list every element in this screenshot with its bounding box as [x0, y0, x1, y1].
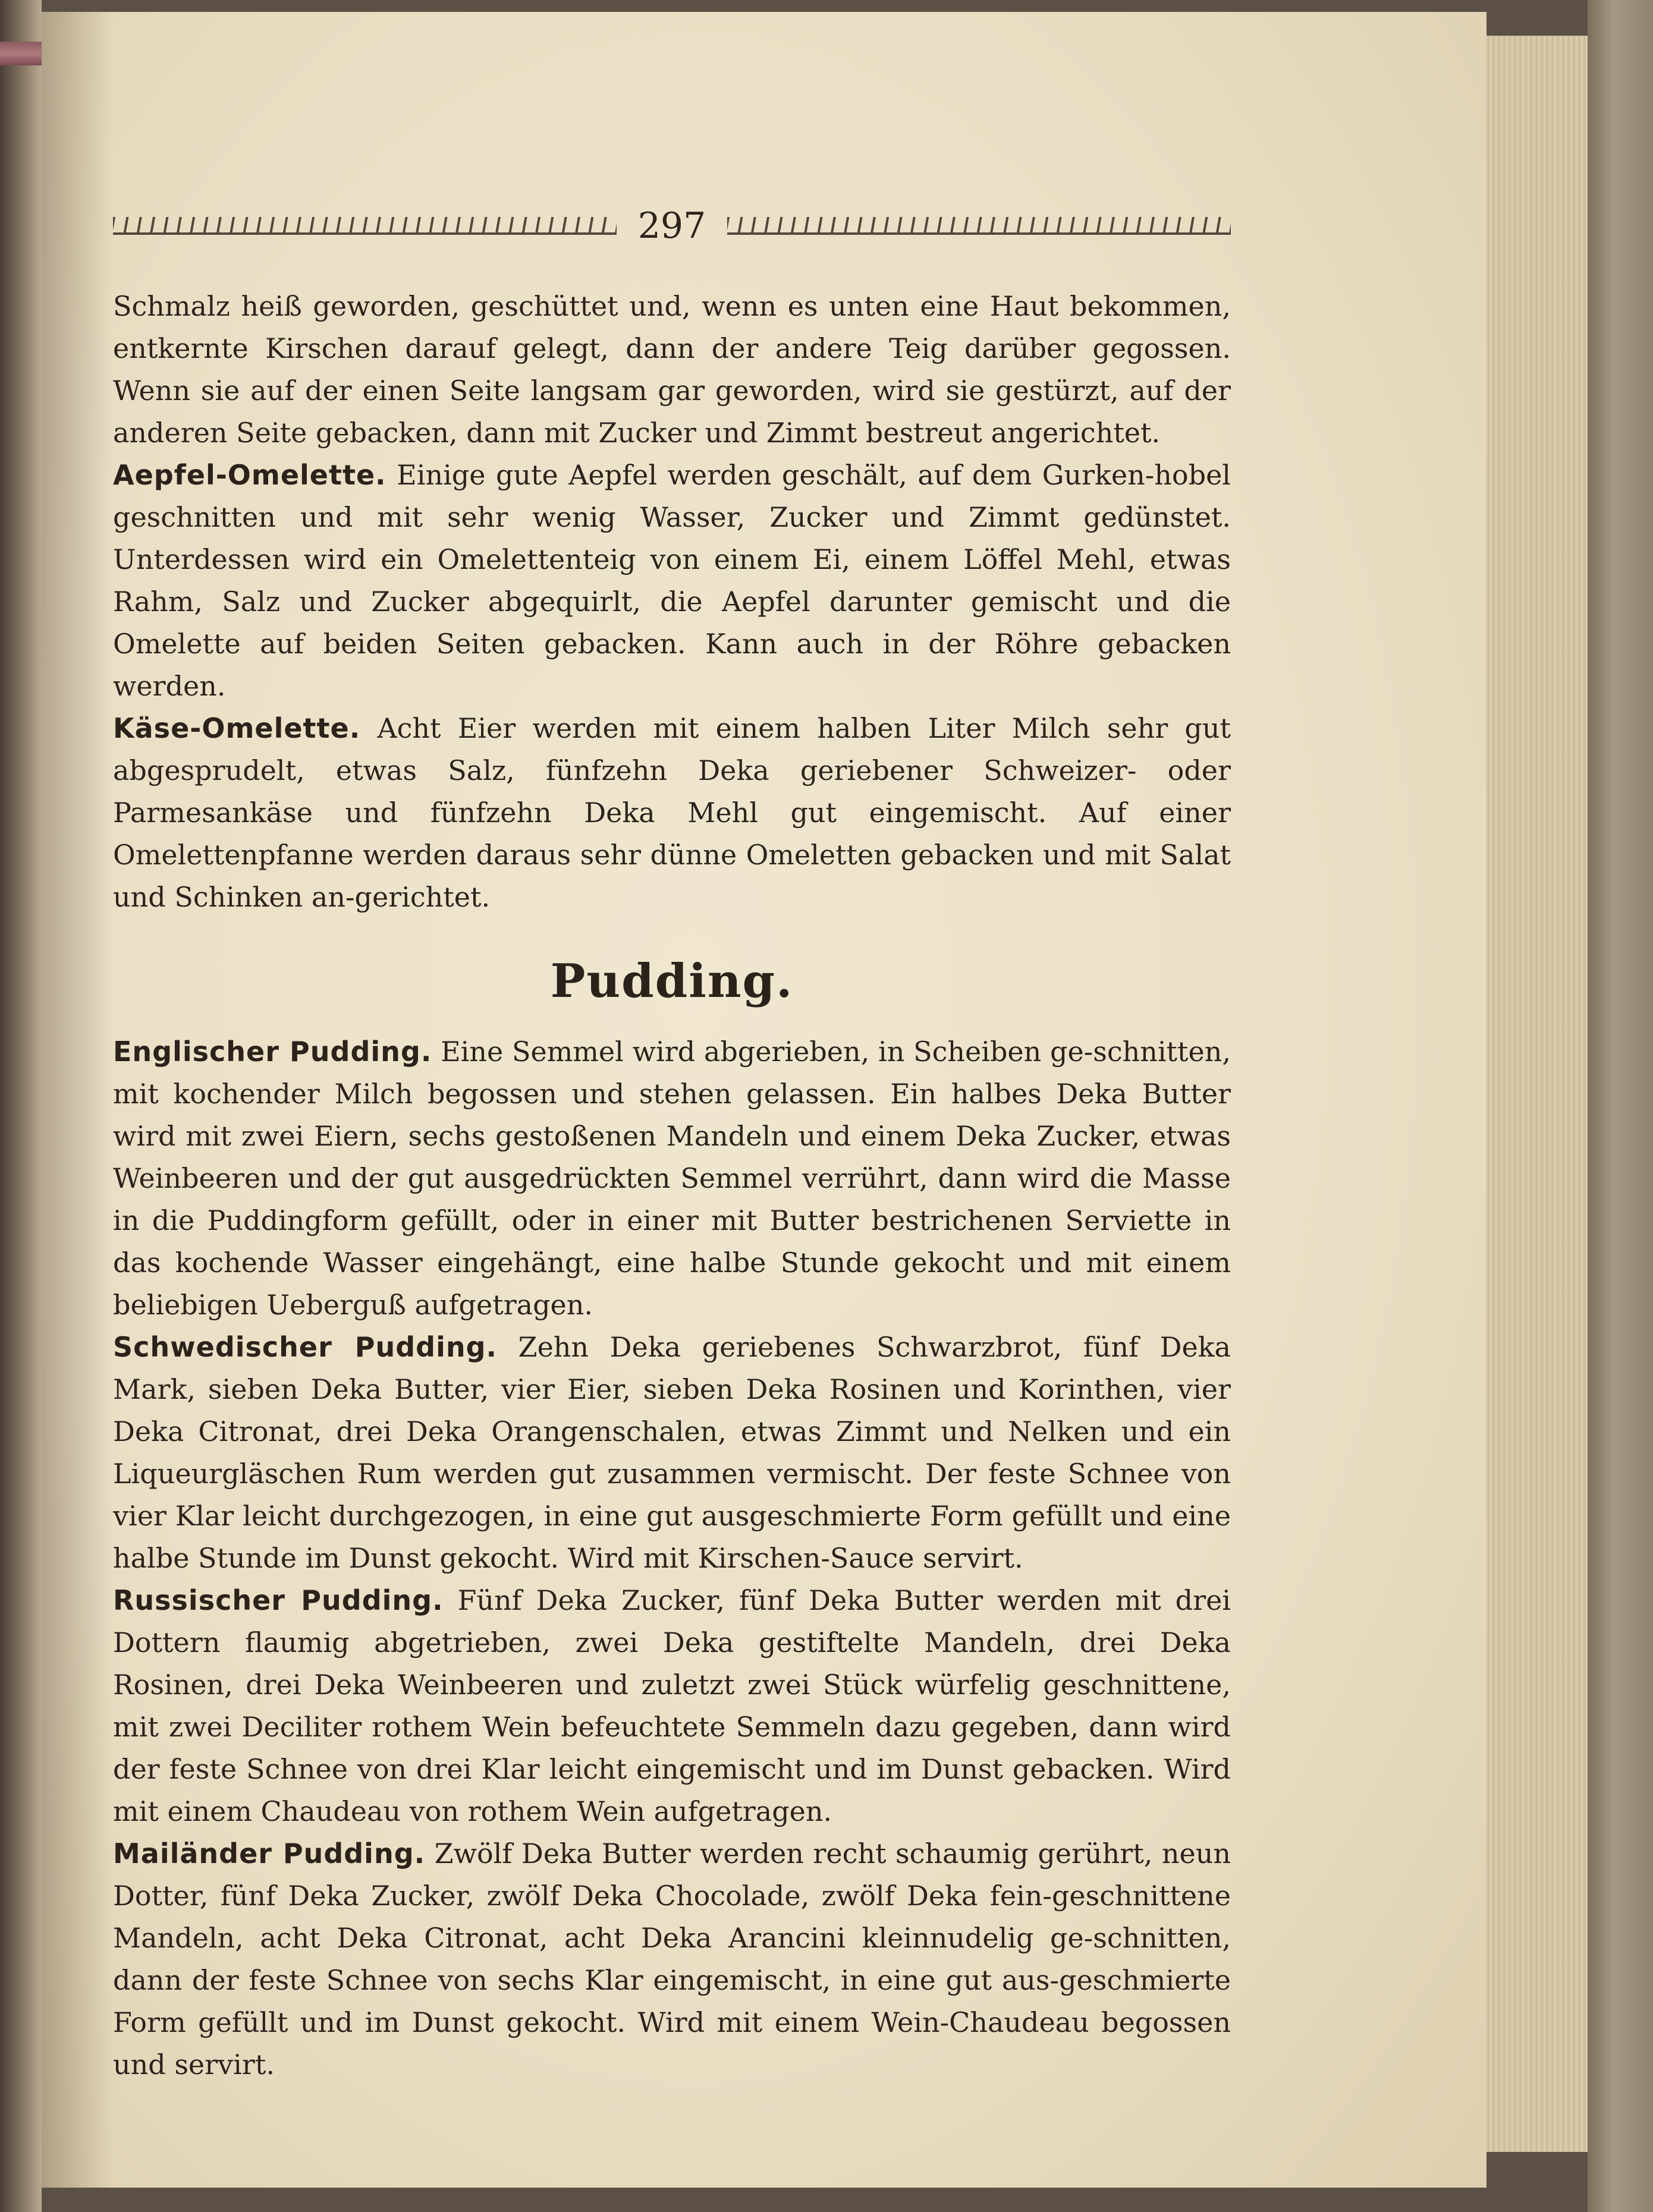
recipe-kaese-omelette — [113, 707, 1231, 918]
recipe-heading: Aepfel-Omelette. — [113, 459, 386, 491]
page-number: 297 — [637, 205, 706, 247]
recipe-heading: Schwedischer Pudding. — [113, 1331, 498, 1363]
recipe-text: Zehn Deka geriebenes Schwarzbrot, fünf Deka Mark, sieben Deka Butter, vier Eier, sieben Deka Rosinen und Korinthen, vier Deka Citronat, drei Deka Orangenschalen, etwas Zimmt und Nelken und ein Liqueurgläschen Rum werden gut zusammen vermischt. Der feste Schnee von vier Klar leicht durchgezogen, in eine gut ausgeschmierte Form gefüllt und eine halbe Stunde im Dunst gekocht. Wird mit Kirschen-Sauce servirt. — [113, 1331, 1231, 1574]
recipe-mailaender-pudding — [113, 1833, 1231, 2086]
paragraph-continuation — [113, 285, 1231, 454]
section-title: Pudding. — [550, 954, 794, 1008]
recipe-text: Einige gute Aepfel werden geschält, auf dem Gurken-hobel geschnitten und mit sehr wenig Wasser, Zucker und Zimmt gedünstet. Unterdessen wird ein Omelettenteig von einem Ei, einem Löffel Mehl, etwas Rahm, Salz und Zucker abgequirlt, die Aepfel darunter gemischt und die Omelette auf beiden Seiten gebacken. Kann auch in der Röhre gebacken werden. — [113, 459, 1231, 702]
recipe-aepfel-omelette — [113, 454, 1231, 707]
recipe-text: Zwölf Deka Butter werden recht schaumig gerührt, neun Dotter, fünf Deka Zucker, zwölf Deka Chocolade, zwölf Deka fein-geschnittene Mandeln, acht Deka Citronat, acht Deka Arancini kleinnudelig ge-schnitten, dann der feste Schnee von sechs Klar eingemischt, in eine gut aus-geschmierte Form gefüllt und im Dunst gekocht. Wird mit einem Wein-Chaudeau begossen und servirt. — [113, 1837, 1231, 2081]
page-header — [113, 205, 1231, 247]
header-ornament-left — [113, 217, 617, 235]
book-cover-right — [1588, 0, 1653, 2212]
recipe-text: Acht Eier werden mit einem halben Liter Milch sehr gut abgesprudelt, etwas Salz, fünfzehn Deka geriebener Schweizer- oder Parmesankäse und fünfzehn Deka Mehl gut eingemischt. Auf einer Omelettenpfanne werden daraus sehr dünne Omeletten gebacken und mit Salat und Schinken an-gerichtet. — [113, 712, 1231, 913]
recipe-text: Eine Semmel wird abgerieben, in Scheiben ge-schnitten, mit kochender Milch begossen und stehen gelassen. Ein halbes Deka Butter wird mit zwei Eiern, sechs gestoßenen Mandeln und einem Deka Zucker, etwas Weinbeeren und der gut ausgedrückten Semmel verrührt, dann wird die Masse in die Puddingform gefüllt, oder in einer mit Butter bestrichenen Serviette in das kochende Wasser eingehängt, eine halbe Stunde gekocht und mit einem beliebigen Ueberguß aufgetragen. — [113, 1036, 1231, 1321]
paragraph-text: Schmalz heiß geworden, geschüttet und, wenn es unten eine Haut bekommen, entkernte Kirschen darauf gelegt, dann der andere Teig darüber gegossen. Wenn sie auf der einen Seite langsam gar geworden, wird sie gestürzt, auf der anderen Seite gebacken, dann mit Zucker und Zimmt bestreut angerichtet. — [113, 290, 1231, 449]
recipe-heading: Käse-Omelette. — [113, 712, 361, 744]
recipe-englischer-pudding — [113, 1031, 1231, 1326]
header-ornament-right — [727, 217, 1231, 235]
page-body — [113, 285, 1231, 2086]
recipe-schwedischer-pudding — [113, 1326, 1231, 1579]
page-gutter-shadow — [42, 12, 113, 2188]
recipe-heading: Russischer Pudding. — [113, 1584, 444, 1616]
recipe-russischer-pudding — [113, 1579, 1231, 1833]
book-cover-left — [0, 0, 42, 2212]
recipe-text: Fünf Deka Zucker, fünf Deka Butter werden mit drei Dottern flaumig abgetrieben, zwei Deka gestiftelte Mandeln, drei Deka Rosinen, drei Deka Weinbeeren und zuletzt zwei Stück würfelig geschnittene, mit zwei Deciliter rothem Wein befeuchtete Semmeln dazu gegeben, dann wird der feste Schnee von drei Klar leicht eingemischt und im Dunst gebacken. Wird mit einem Chaudeau von rothem Wein aufgetragen. — [113, 1584, 1231, 1827]
recipe-heading: Englischer Pudding. — [113, 1036, 432, 1068]
recipe-heading: Mailänder Pudding. — [113, 1837, 426, 1870]
